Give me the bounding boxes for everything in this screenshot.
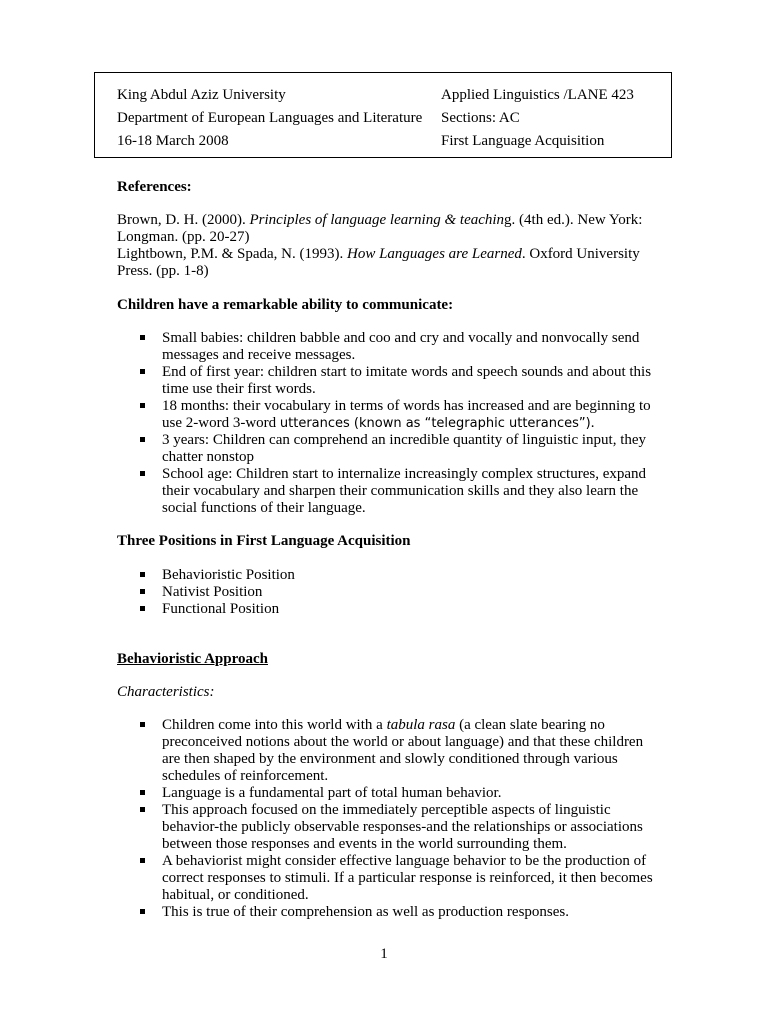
references-heading: References: bbox=[117, 179, 192, 195]
list-item-text-end: (a clean slate bearing no preconceived notions about the world or about language) and that these children are then shaped by the environment and slowly conditioned through various schedules of reinforcement. bbox=[162, 717, 644, 784]
department-name: Department of European Languages and Literature bbox=[117, 110, 423, 126]
reference-author: Lightbown, P.M. & Spada, N. (1993). bbox=[117, 246, 347, 262]
list-item: This approach focused on the immediately perceptible aspects of linguistic behavior-the publicly observable responses-and the relationships or associations between those responses and events in the world surrounding them. bbox=[117, 802, 657, 853]
list-item: Language is a fundamental part of total human behavior. bbox=[117, 785, 657, 802]
reference-item bbox=[117, 246, 657, 280]
list-item: Functional Position bbox=[117, 601, 657, 618]
list-item: Small babies: children babble and coo and cry and vocally and nonvocally send messages and receive messages. bbox=[117, 330, 657, 364]
reference-title: Principles of language learning & teachin bbox=[249, 212, 505, 228]
reference-item bbox=[117, 212, 657, 246]
course-name: Applied Linguistics /LANE 423 bbox=[441, 87, 634, 103]
list-item: End of first year: children start to imitate words and speech sounds and about this time use their first words. bbox=[117, 364, 657, 398]
list-item: This is true of their comprehension as well as production responses. bbox=[117, 904, 657, 921]
lecture-topic: First Language Acquisition bbox=[441, 133, 605, 149]
reference-details: g. (4th ed.). New York: Longman. (pp. 20-27) bbox=[117, 212, 643, 245]
behavioristic-heading: Behavioristic Approach bbox=[117, 651, 268, 667]
list-item-sans-text: utterances (known as “telegraphic utterances”) bbox=[279, 416, 591, 431]
characteristics-subheading: Characteristics: bbox=[117, 684, 215, 700]
list-item: Nativist Position bbox=[117, 584, 657, 601]
list-item bbox=[117, 398, 657, 432]
ability-heading: Children have a remarkable ability to communicate: bbox=[117, 297, 454, 313]
list-item-text: Children come into this world with a bbox=[162, 717, 387, 733]
characteristics-list bbox=[117, 717, 657, 921]
document-body bbox=[117, 179, 657, 921]
page-number: 1 bbox=[380, 946, 388, 962]
positions-list bbox=[117, 567, 657, 618]
reference-author: Brown, D. H. (2000). bbox=[117, 212, 250, 228]
course-header-box bbox=[94, 72, 672, 158]
list-item-italic-text: tabula rasa bbox=[386, 717, 456, 733]
list-item-text-end: . bbox=[590, 415, 595, 431]
list-item: 3 years: Children can comprehend an incredible quantity of linguistic input, they chatter nonstop bbox=[117, 432, 657, 466]
list-item: A behaviorist might consider effective language behavior to be the production of correct responses to stimuli. If a particular response is reinforced, it then becomes habitual, or conditioned. bbox=[117, 853, 657, 904]
course-sections: Sections: AC bbox=[441, 110, 520, 126]
header-left-column bbox=[117, 87, 422, 156]
date-range: 16-18 March 2008 bbox=[117, 133, 229, 149]
header-right-column bbox=[441, 87, 634, 156]
positions-heading: Three Positions in First Language Acquisition bbox=[117, 533, 411, 549]
university-name: King Abdul Aziz University bbox=[117, 87, 286, 103]
list-item-text: 18 months: their vocabulary in terms of words has increased and are beginning to use 2-word 3-word bbox=[162, 398, 651, 431]
list-item: Behavioristic Position bbox=[117, 567, 657, 584]
ability-list bbox=[117, 330, 657, 517]
reference-title: How Languages are Learned bbox=[347, 246, 522, 262]
reference-details: . Oxford University Press. (pp. 1-8) bbox=[117, 246, 640, 279]
list-item: School age: Children start to internalize increasingly complex structures, expand their vocabulary and sharpen their communication skills and they also learn the social functions of their language. bbox=[117, 466, 657, 517]
list-item bbox=[117, 717, 657, 785]
